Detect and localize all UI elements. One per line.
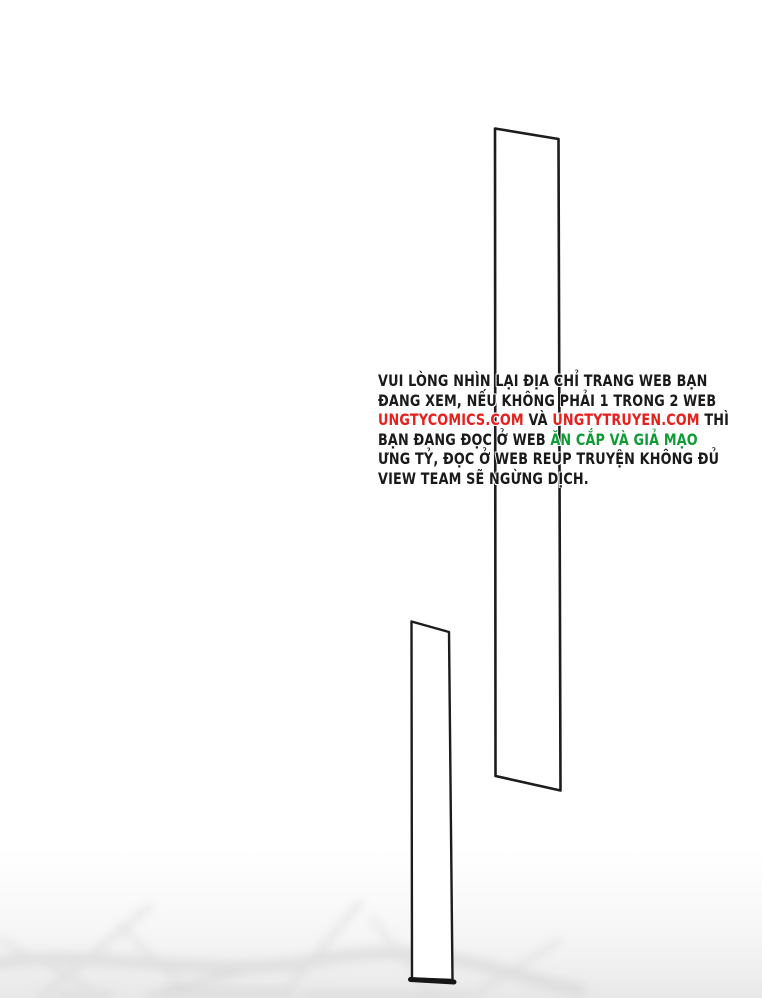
notice-line-6: [378, 469, 722, 489]
notice-text: BẠN ĐANG ĐỌC Ở WEB: [378, 429, 551, 449]
site-link-ungtycomics: UNGTYCOMICS.COM: [378, 410, 524, 430]
notice-text: VÀ: [523, 410, 553, 430]
notice-line-3: [378, 410, 730, 430]
notice-line-5: [378, 449, 722, 469]
warning-fake-site-text: ĂN CẮP VÀ GIẢ MẠO: [550, 429, 698, 449]
short-panel-bottom-edge: [411, 980, 455, 983]
notice-text: ƯNG TỶ, ĐỌC Ở WEB REUP TRUYỆN KHÔNG ĐỦ: [378, 449, 720, 469]
translator-notice: [378, 371, 730, 489]
notice-line-1: [378, 371, 722, 391]
notice-line-2: [378, 391, 722, 411]
notice-text: VUI LÒNG NHÌN LẠI ĐỊA CHỈ TRANG WEB BẠN: [378, 371, 708, 390]
notice-text: VIEW TEAM SẼ NGỪNG DỊCH.: [378, 468, 589, 488]
site-link-ungtytruyen: UNGTYTRUYEN.COM: [552, 410, 700, 430]
notice-line-4: [378, 430, 722, 450]
short-panel-outline: [412, 622, 453, 981]
notice-text: THÌ: [699, 410, 730, 430]
notice-text: ĐANG XEM, NẾU KHÔNG PHẢI 1 TRONG 2 WEB: [378, 390, 717, 410]
